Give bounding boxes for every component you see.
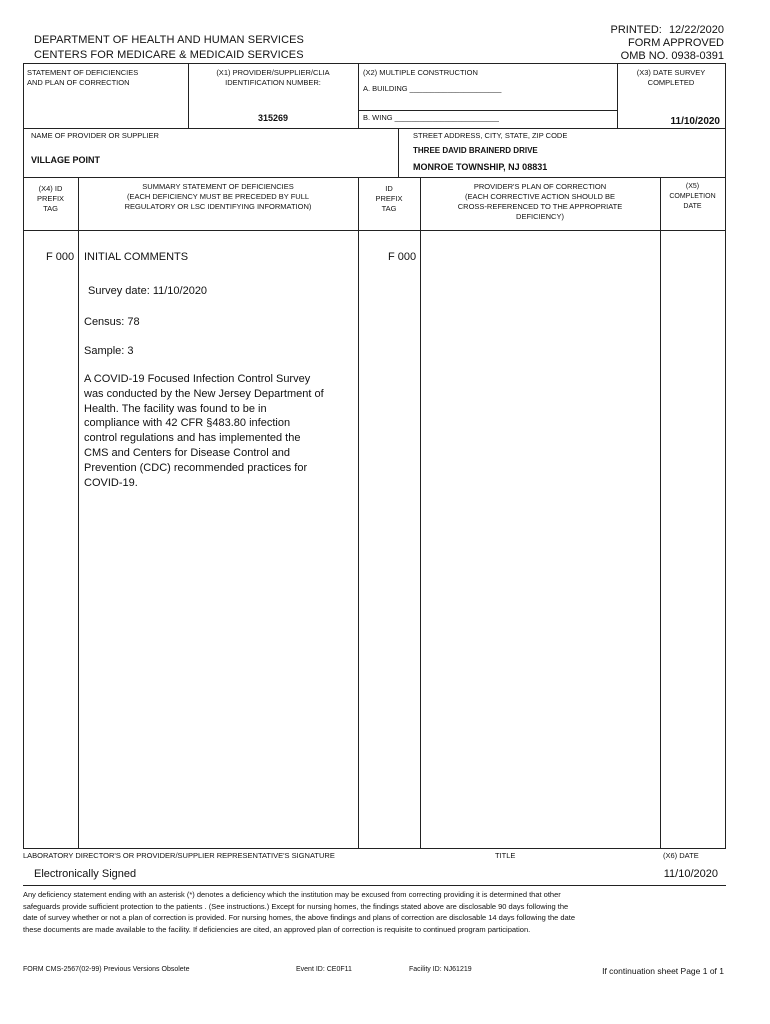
- divider-x2: [358, 63, 359, 128]
- initial-comments-heading: INITIAL COMMENTS: [84, 251, 189, 263]
- census: Census: 78: [84, 316, 140, 328]
- x5-header: [660, 182, 725, 212]
- x1-label-line1: (X1) PROVIDER/SUPPLIER/CLIA: [216, 68, 330, 77]
- x1-label-line2: IDENTIFICATION NUMBER:: [225, 78, 321, 87]
- col-divider-1: [78, 177, 79, 848]
- statement-label-line2: AND PLAN OF CORRECTION: [27, 78, 130, 87]
- box-top-rule: [23, 63, 726, 64]
- form-number: FORM CMS-2567(02-99) Previous Versions Obsolete: [23, 966, 190, 973]
- x4-header: [23, 184, 78, 214]
- outer-right-border: [725, 63, 726, 848]
- disclaimer-line: date of survey whether or not a plan of correction is provided. For nursing homes, the above findings and plans of correction are disclosable 14 days following the date: [23, 913, 575, 922]
- sample: Sample: 3: [84, 345, 134, 357]
- title-label: TITLE: [495, 851, 516, 860]
- plan-header-line3: CROSS-REFERENCED TO THE APPROPRIATE: [457, 202, 623, 211]
- x4-header-line1: (X4) ID: [38, 184, 63, 193]
- paragraph-line: CMS and Centers for Disease Control and: [84, 446, 291, 459]
- x4-header-line2: PREFIX: [36, 194, 65, 203]
- disclaimer-line: Any deficiency statement ending with an asterisk (*) denotes a deficiency which the institution may be excused from correcting providing it is determined that other: [23, 890, 561, 899]
- paragraph-line: Health. The facility was found to be in: [84, 402, 267, 415]
- paragraph-line: control regulations and has implemented the: [84, 432, 301, 445]
- id-header-line2: PREFIX: [375, 194, 403, 203]
- survey-completed-date: 11/10/2020: [670, 116, 720, 127]
- plan-header-line1: PROVIDER'S PLAN OF CORRECTION: [473, 182, 607, 191]
- signature-value: Electronically Signed: [34, 868, 137, 880]
- plan-header-line4: DEFICIENCY): [516, 212, 564, 221]
- event-id: Event ID: CE0F11: [296, 966, 352, 973]
- col-divider-3: [420, 177, 421, 848]
- address-city: MONROE TOWNSHIP, NJ 08831: [413, 162, 548, 172]
- paragraph-line: COVID-19.: [84, 476, 138, 489]
- signature-bottom-rule: [23, 885, 726, 886]
- building-label: A. BUILDING ______________________: [363, 84, 502, 93]
- disclaimer-line: these documents are made available to the facility. If deficiencies are cited, an approved plan of correction is requisite to continued program participation.: [23, 924, 531, 934]
- department-name: DEPARTMENT OF HEALTH AND HUMAN SERVICES: [34, 34, 304, 46]
- x1-label: [188, 68, 358, 88]
- columns-bottom-rule: [23, 230, 726, 231]
- printed-date: 12/22/2020: [668, 24, 724, 36]
- printed-line: [611, 24, 724, 36]
- x5-header-line3: DATE: [683, 203, 702, 210]
- address-label: STREET ADDRESS, CITY, STATE, ZIP CODE: [413, 131, 568, 140]
- disclaimer-line: safeguards provide sufficient protection to the patients . (See instructions.) Except for nursing homes, the findings stated above are disclosable 90 days following the: [23, 901, 569, 911]
- signature-top-rule: [23, 848, 726, 849]
- x5-header-line1: (X5): [685, 183, 700, 190]
- left-tag: F 000: [46, 251, 75, 263]
- col-divider-2: [358, 177, 359, 848]
- printed-label: PRINTED:: [610, 24, 662, 36]
- col-divider-4: [660, 177, 661, 848]
- form-approved: FORM APPROVED: [628, 37, 724, 49]
- plan-header: [420, 182, 660, 222]
- statement-label-line1: STATEMENT OF DEFICIENCIES: [27, 68, 139, 77]
- provider-name: VILLAGE POINT: [31, 155, 101, 165]
- id-header-line1: ID: [385, 184, 393, 193]
- right-tag: F 000: [388, 251, 417, 263]
- facility-id: Facility ID: NJ61219: [409, 966, 472, 973]
- disclaimer: [23, 889, 728, 935]
- signature-date: 11/10/2020: [663, 868, 718, 880]
- paragraph-line: compliance with 42 CFR §483.80 infection: [84, 417, 291, 430]
- omb-number: OMB NO. 0938-0391: [620, 50, 724, 62]
- paragraph-line: was conducted by the New Jersey Department of: [84, 387, 324, 400]
- provider-top-rule: [23, 128, 726, 129]
- provider-divider: [398, 128, 399, 177]
- summary-header-line3: REGULATORY OR LSC IDENTIFYING INFORMATION): [124, 202, 312, 211]
- provider-name-label: NAME OF PROVIDER OR SUPPLIER: [31, 131, 159, 140]
- agency-name: CENTERS FOR MEDICARE & MEDICAID SERVICES: [34, 49, 304, 61]
- wing-label: B. WING _________________________: [363, 113, 499, 122]
- survey-date: Survey date: 11/10/2020: [88, 285, 208, 297]
- x3-label-line2: COMPLETED: [647, 78, 695, 87]
- signature-label: LABORATORY DIRECTOR'S OR PROVIDER/SUPPLIER REPRESENTATIVE'S SIGNATURE: [23, 851, 335, 860]
- address-street: THREE DAVID BRAINERD DRIVE: [413, 146, 538, 155]
- x5-header-line2: COMPLETION: [669, 193, 716, 200]
- x3-label: [617, 68, 725, 88]
- page-indicator: If continuation sheet Page 1 of 1: [602, 966, 724, 976]
- x3-label-line1: (X3) DATE SURVEY: [636, 68, 706, 77]
- x4-header-line3: TAG: [43, 204, 58, 213]
- paragraph-line: A COVID-19 Focused Infection Control Survey: [84, 373, 311, 385]
- summary-header-line2: (EACH DEFICIENCY MUST BE PRECEDED BY FULL: [126, 192, 310, 201]
- summary-header: [78, 182, 358, 212]
- paragraph-line: Prevention (CDC) recommended practices for: [84, 461, 308, 474]
- columns-top-rule: [23, 177, 726, 178]
- outer-left-border: [23, 63, 24, 848]
- id-header-line3: TAG: [381, 204, 397, 213]
- plan-header-line2: (EACH CORRECTIVE ACTION SHOULD BE: [464, 192, 616, 201]
- date-label: (X6) DATE: [663, 851, 699, 860]
- provider-id-number: 315269: [257, 113, 289, 123]
- x2-label: (X2) MULTIPLE CONSTRUCTION: [363, 68, 478, 77]
- wing-rule: [358, 110, 617, 111]
- statement-label: [27, 68, 138, 88]
- summary-header-line1: SUMMARY STATEMENT OF DEFICIENCIES: [142, 182, 294, 191]
- id-header: [358, 184, 420, 214]
- findings-paragraph: [84, 372, 324, 490]
